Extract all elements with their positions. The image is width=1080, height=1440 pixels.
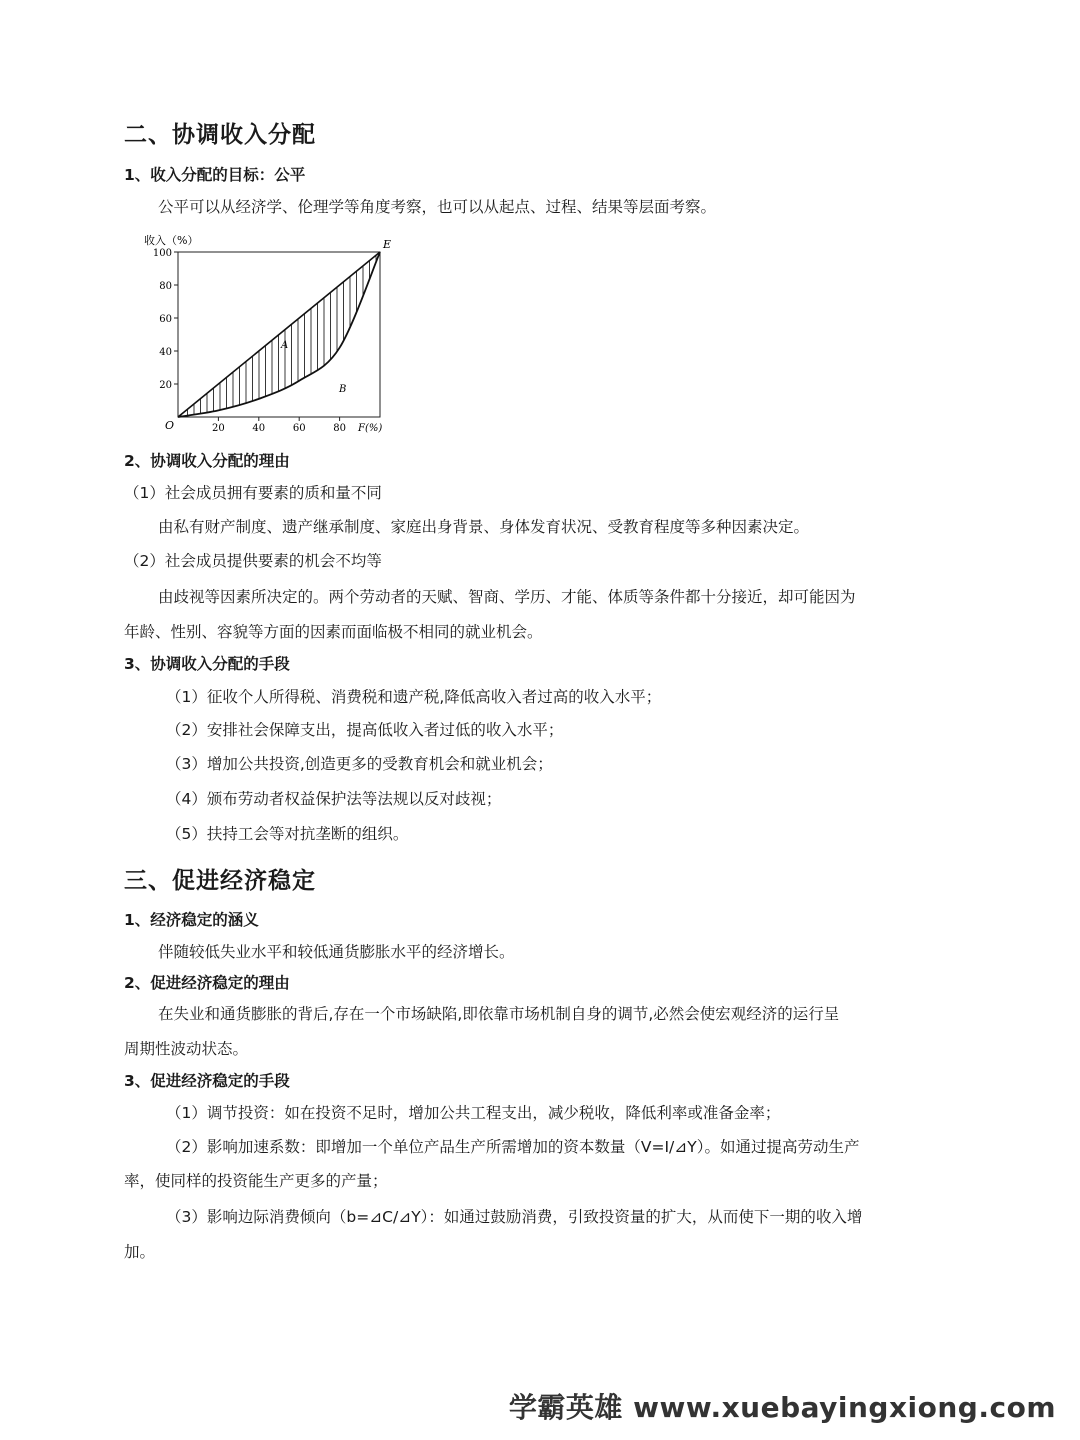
s3-sub3-title: 3、促进经济稳定的手段	[124, 1072, 290, 1090]
x-axis-label: F(%)	[358, 423, 383, 434]
x-tick-label: 60	[292, 423, 306, 434]
s2-reason-1-text: 由私有财产制度、遗产继承制度、家庭出身背景、身体发育状况、受教育程度等多种因素决定。	[158, 518, 810, 536]
y-tick-label: 20	[159, 380, 172, 391]
section-3-title: 三、促进经济稳定	[124, 868, 316, 894]
s2-measure-1: （1）征收个人所得税、消费税和遗产税,降低高收入者过高的收入水平；	[166, 688, 662, 706]
y-tick-label: 40	[159, 347, 172, 358]
s2-sub3-title: 3、协调收入分配的手段	[124, 655, 290, 673]
s2-reason-2-text-2: 年龄、性别、容貌等方面的因素而面临极不相同的就业机会。	[124, 623, 543, 641]
s2-reason-2-title: （2）社会成员提供要素的机会不均等	[124, 552, 382, 570]
s3-measure-3-line-1: （3）影响边际消费倾向（b=⊿C/⊿Y）：如通过鼓励消费，引致投资量的扩大，从而使下一期的收入增	[166, 1208, 863, 1226]
s2-measure-2: （2）安排社会保障支出，提高低收入者过低的收入水平；	[166, 721, 564, 739]
region-label-a: A	[281, 340, 289, 351]
s3-sub2-text-1: 在失业和通货膨胀的背后,存在一个市场缺陷,即依靠市场机制自身的调节,必然会使宏观经济的运行呈	[158, 1005, 840, 1023]
x-tick-label: 20	[212, 423, 225, 434]
origin-label: O	[165, 419, 175, 432]
corner-label-e: E	[383, 238, 392, 251]
s2-sub2-title: 2、协调收入分配的理由	[124, 452, 290, 470]
s2-measure-4: （4）颁布劳动者权益保护法等法规以反对歧视；	[166, 790, 502, 808]
region-label-b: B	[339, 384, 347, 395]
x-tick-label: 40	[252, 423, 266, 434]
s3-measure-2-line-1: （2）影响加速系数：即增加一个单位产品生产所需增加的资本数量（V=I/⊿Y）。如通过提高劳动生产	[166, 1138, 860, 1156]
s3-measure-1: （1）调节投资：如在投资不足时，增加公共工程支出，减少税收，降低利率或准备金率；	[166, 1104, 781, 1122]
equality-line	[178, 252, 380, 417]
s2-measure-5: （5）扶持工会等对抗垄断的组织。	[166, 825, 409, 843]
site-watermark: 学霸英雄 www.xuebayingxiong.com	[508, 1391, 1056, 1424]
section-2-title: 二、协调收入分配	[124, 122, 316, 148]
s2-measure-3: （3）增加公共投资,创造更多的受教育机会和就业机会；	[166, 755, 553, 773]
s3-sub2-text-2: 周期性波动状态。	[124, 1040, 249, 1058]
y-tick-label: 80	[159, 281, 172, 292]
s3-sub1-text: 伴随较低失业水平和较低通货膨胀水平的经济增长。	[158, 943, 515, 961]
y-axis-label: 收入（%）	[144, 234, 199, 247]
y-tick-label: 60	[159, 314, 172, 325]
s2-sub1-title: 1、收入分配的目标：公平	[124, 166, 306, 184]
s3-measure-2-line-2: 率，使同样的投资能生产更多的产量；	[124, 1172, 388, 1190]
s2-reason-2-text-1: 由歧视等因素所决定的。两个劳动者的天赋、智商、学历、才能、体质等条件都十分接近，却可能因为	[158, 588, 856, 606]
x-tick-label: 80	[333, 423, 346, 434]
s3-sub2-title: 2、促进经济稳定的理由	[124, 974, 290, 992]
y-tick-label: 100	[152, 248, 172, 259]
lorenz-curve-chart	[138, 228, 398, 440]
s3-measure-3-line-2: 加。	[124, 1243, 156, 1261]
s2-reason-1-title: （1）社会成员拥有要素的质和量不同	[124, 484, 382, 502]
s2-sub1-text: 公平可以从经济学、伦理学等角度考察，也可以从起点、过程、结果等层面考察。	[158, 198, 717, 216]
s3-sub1-title: 1、经济稳定的涵义	[124, 911, 259, 929]
